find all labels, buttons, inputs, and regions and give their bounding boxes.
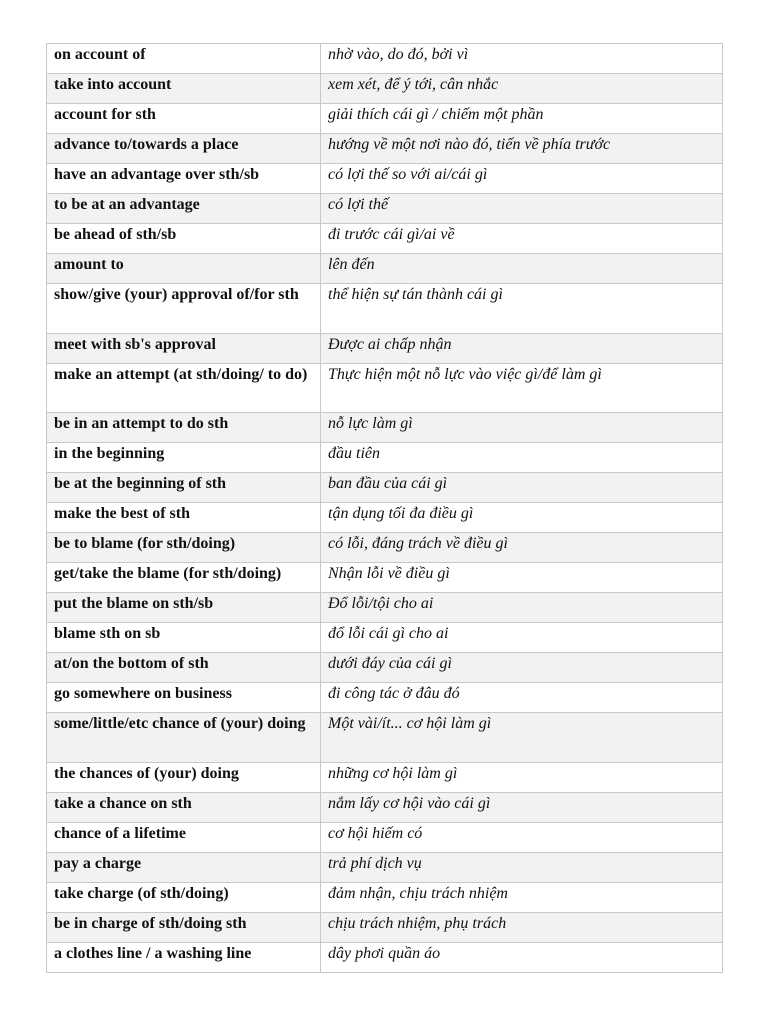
meaning-cell: giải thích cái gì / chiếm một phần bbox=[321, 104, 723, 134]
term-cell: the chances of (your) doing bbox=[47, 762, 321, 792]
meaning-cell: có lợi thế so với ai/cái gì bbox=[321, 164, 723, 194]
meaning-cell: những cơ hội làm gì bbox=[321, 762, 723, 792]
table-row bbox=[47, 822, 723, 852]
term-cell: be at the beginning of sth bbox=[47, 473, 321, 503]
term-cell: put the blame on sth/sb bbox=[47, 593, 321, 623]
term-cell: amount to bbox=[47, 254, 321, 284]
meaning-cell: Thực hiện một nỗ lực vào việc gì/để làm gì bbox=[321, 363, 723, 413]
document-page bbox=[46, 43, 722, 973]
term-cell: blame sth on sb bbox=[47, 623, 321, 653]
term-cell: take charge (of sth/doing) bbox=[47, 882, 321, 912]
meaning-cell: ban đầu của cái gì bbox=[321, 473, 723, 503]
meaning-cell: cơ hội hiếm có bbox=[321, 822, 723, 852]
term-cell: in the beginning bbox=[47, 443, 321, 473]
table-row bbox=[47, 852, 723, 882]
meaning-cell: có lỗi, đáng trách về điều gì bbox=[321, 533, 723, 563]
table-row bbox=[47, 443, 723, 473]
term-cell: be in an attempt to do sth bbox=[47, 413, 321, 443]
table-row bbox=[47, 224, 723, 254]
table-row bbox=[47, 194, 723, 224]
table-row bbox=[47, 533, 723, 563]
meaning-cell: xem xét, để ý tới, cân nhắc bbox=[321, 74, 723, 104]
meaning-cell: đi công tác ở đâu đó bbox=[321, 683, 723, 713]
table-row bbox=[47, 164, 723, 194]
meaning-cell: đi trước cái gì/ai về bbox=[321, 224, 723, 254]
table-row bbox=[47, 44, 723, 74]
meaning-cell: trả phí dịch vụ bbox=[321, 852, 723, 882]
term-cell: meet with sb's approval bbox=[47, 333, 321, 363]
term-cell: take a chance on sth bbox=[47, 792, 321, 822]
term-cell: a clothes line / a washing line bbox=[47, 942, 321, 972]
term-cell: have an advantage over sth/sb bbox=[47, 164, 321, 194]
table-row bbox=[47, 363, 723, 413]
meaning-cell: hướng về một nơi nào đó, tiến về phía trước bbox=[321, 134, 723, 164]
term-cell: go somewhere on business bbox=[47, 683, 321, 713]
meaning-cell: Được ai chấp nhận bbox=[321, 333, 723, 363]
table-row bbox=[47, 713, 723, 763]
meaning-cell: dây phơi quần áo bbox=[321, 942, 723, 972]
term-cell: to be at an advantage bbox=[47, 194, 321, 224]
table-row bbox=[47, 74, 723, 104]
term-cell: make the best of sth bbox=[47, 503, 321, 533]
table-row bbox=[47, 623, 723, 653]
term-cell: advance to/towards a place bbox=[47, 134, 321, 164]
term-cell: make an attempt (at sth/doing/ to do) bbox=[47, 363, 321, 413]
table-row bbox=[47, 653, 723, 683]
term-cell: get/take the blame (for sth/doing) bbox=[47, 563, 321, 593]
meaning-cell: đảm nhận, chịu trách nhiệm bbox=[321, 882, 723, 912]
meaning-cell: có lợi thế bbox=[321, 194, 723, 224]
table-row bbox=[47, 134, 723, 164]
meaning-cell: Một vài/ít... cơ hội làm gì bbox=[321, 713, 723, 763]
meaning-cell: nỗ lực làm gì bbox=[321, 413, 723, 443]
meaning-cell: đầu tiên bbox=[321, 443, 723, 473]
table-row bbox=[47, 792, 723, 822]
table-row bbox=[47, 254, 723, 284]
table-row bbox=[47, 104, 723, 134]
meaning-cell: thể hiện sự tán thành cái gì bbox=[321, 284, 723, 334]
table-row bbox=[47, 563, 723, 593]
table-row bbox=[47, 413, 723, 443]
meaning-cell: Đổ lỗi/tội cho ai bbox=[321, 593, 723, 623]
term-cell: take into account bbox=[47, 74, 321, 104]
term-cell: be in charge of sth/doing sth bbox=[47, 912, 321, 942]
term-cell: on account of bbox=[47, 44, 321, 74]
table-row bbox=[47, 912, 723, 942]
vocabulary-table bbox=[46, 43, 723, 973]
term-cell: be ahead of sth/sb bbox=[47, 224, 321, 254]
term-cell: be to blame (for sth/doing) bbox=[47, 533, 321, 563]
term-cell: pay a charge bbox=[47, 852, 321, 882]
meaning-cell: đổ lỗi cái gì cho ai bbox=[321, 623, 723, 653]
meaning-cell: nhờ vào, do đó, bởi vì bbox=[321, 44, 723, 74]
table-row bbox=[47, 683, 723, 713]
term-cell: chance of a lifetime bbox=[47, 822, 321, 852]
table-row bbox=[47, 473, 723, 503]
meaning-cell: nắm lấy cơ hội vào cái gì bbox=[321, 792, 723, 822]
meaning-cell: tận dụng tối đa điều gì bbox=[321, 503, 723, 533]
meaning-cell: lên đến bbox=[321, 254, 723, 284]
table-row bbox=[47, 593, 723, 623]
table-row bbox=[47, 503, 723, 533]
term-cell: at/on the bottom of sth bbox=[47, 653, 321, 683]
term-cell: show/give (your) approval of/for sth bbox=[47, 284, 321, 334]
table-row bbox=[47, 333, 723, 363]
table-row bbox=[47, 882, 723, 912]
term-cell: account for sth bbox=[47, 104, 321, 134]
meaning-cell: dưới đáy của cái gì bbox=[321, 653, 723, 683]
meaning-cell: chịu trách nhiệm, phụ trách bbox=[321, 912, 723, 942]
term-cell: some/little/etc chance of (your) doing bbox=[47, 713, 321, 763]
table-row bbox=[47, 762, 723, 792]
table-row bbox=[47, 942, 723, 972]
table-row bbox=[47, 284, 723, 334]
meaning-cell: Nhận lỗi về điều gì bbox=[321, 563, 723, 593]
